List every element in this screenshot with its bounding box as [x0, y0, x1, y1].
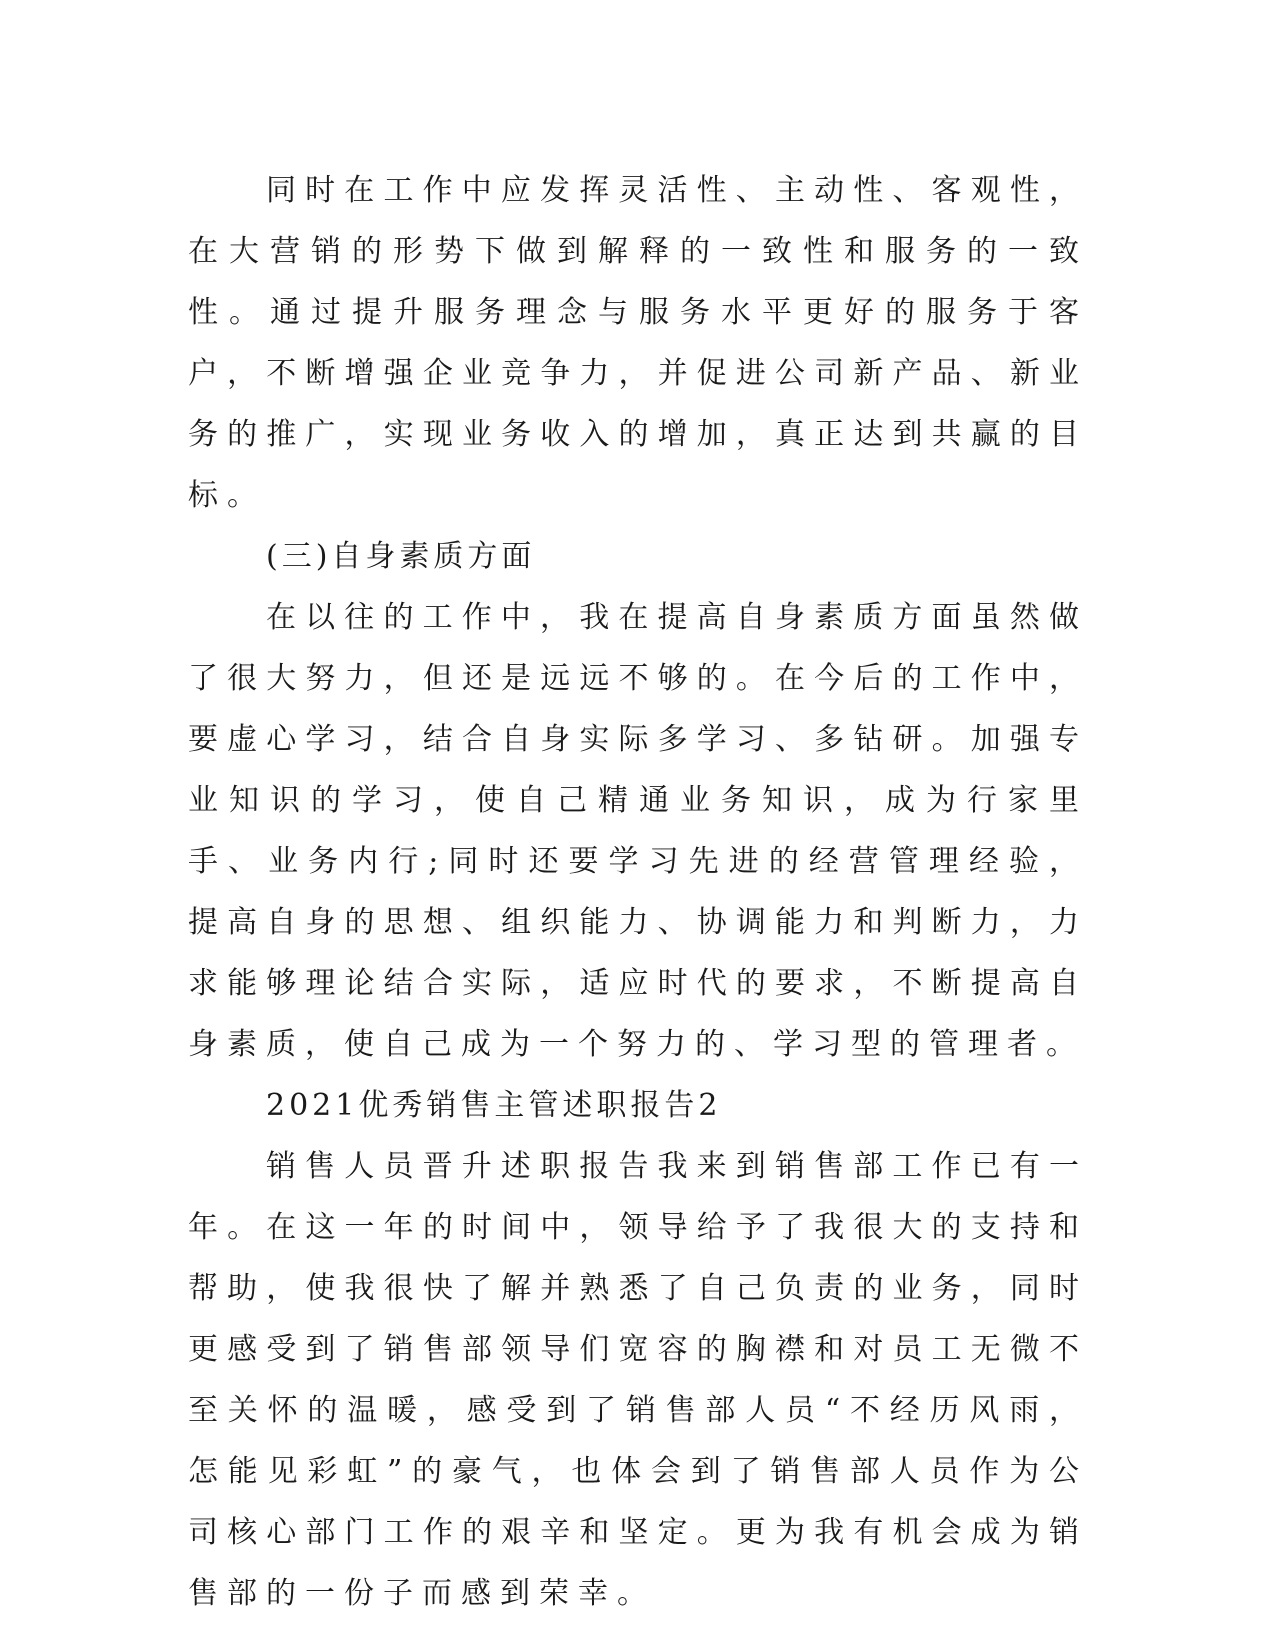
section-heading-self-quality: (三)自身素质方面: [266, 539, 536, 574]
paragraph-service-consistency: 同时在工作中应发挥灵活性、主动性、客观性，在大营销的形势下做到解释的一致性和服务的一致性。通过提升服务理念与服务水平更好的服务于客户，不断增强企业竞争力，并促进公司新产品、新业务的推广，实现业务收入的增加，真正达到共赢的目标。: [188, 173, 1088, 513]
document-body: [188, 160, 1088, 1624]
paragraph-sales-department: 销售人员晋升述职报告我来到销售部工作已有一年。在这一年的时间中，领导给予了我很大的支持和帮助，使我很快了解并熟悉了自己负责的业务，同时更感受到了销售部领导们宽容的胸襟和对员工无微不至关怀的温暖，感受到了销售部人员“不经历风雨，怎能见彩虹”的豪气，也体会到了销售部人员作为公司核心部门工作的艰辛和坚定。更为我有机会成为销售部的一份子而感到荣幸。: [188, 1149, 1088, 1611]
paragraph-self-improvement: 在以往的工作中，我在提高自身素质方面虽然做了很大努力，但还是远远不够的。在今后的工作中，要虚心学习，结合自身实际多学习、多钻研。加强专业知识的学习，使自己精通业务知识，成为行家里手、业务内行;同时还要学习先进的经营管理经验，提高自身的思想、组织能力、协调能力和判断力，力求能够理论结合实际，适应时代的要求，不断提高自身素质，使自己成为一个努力的、学习型的管理者。: [188, 600, 1088, 1062]
report-title-2: 2021优秀销售主管述职报告2: [266, 1088, 722, 1123]
